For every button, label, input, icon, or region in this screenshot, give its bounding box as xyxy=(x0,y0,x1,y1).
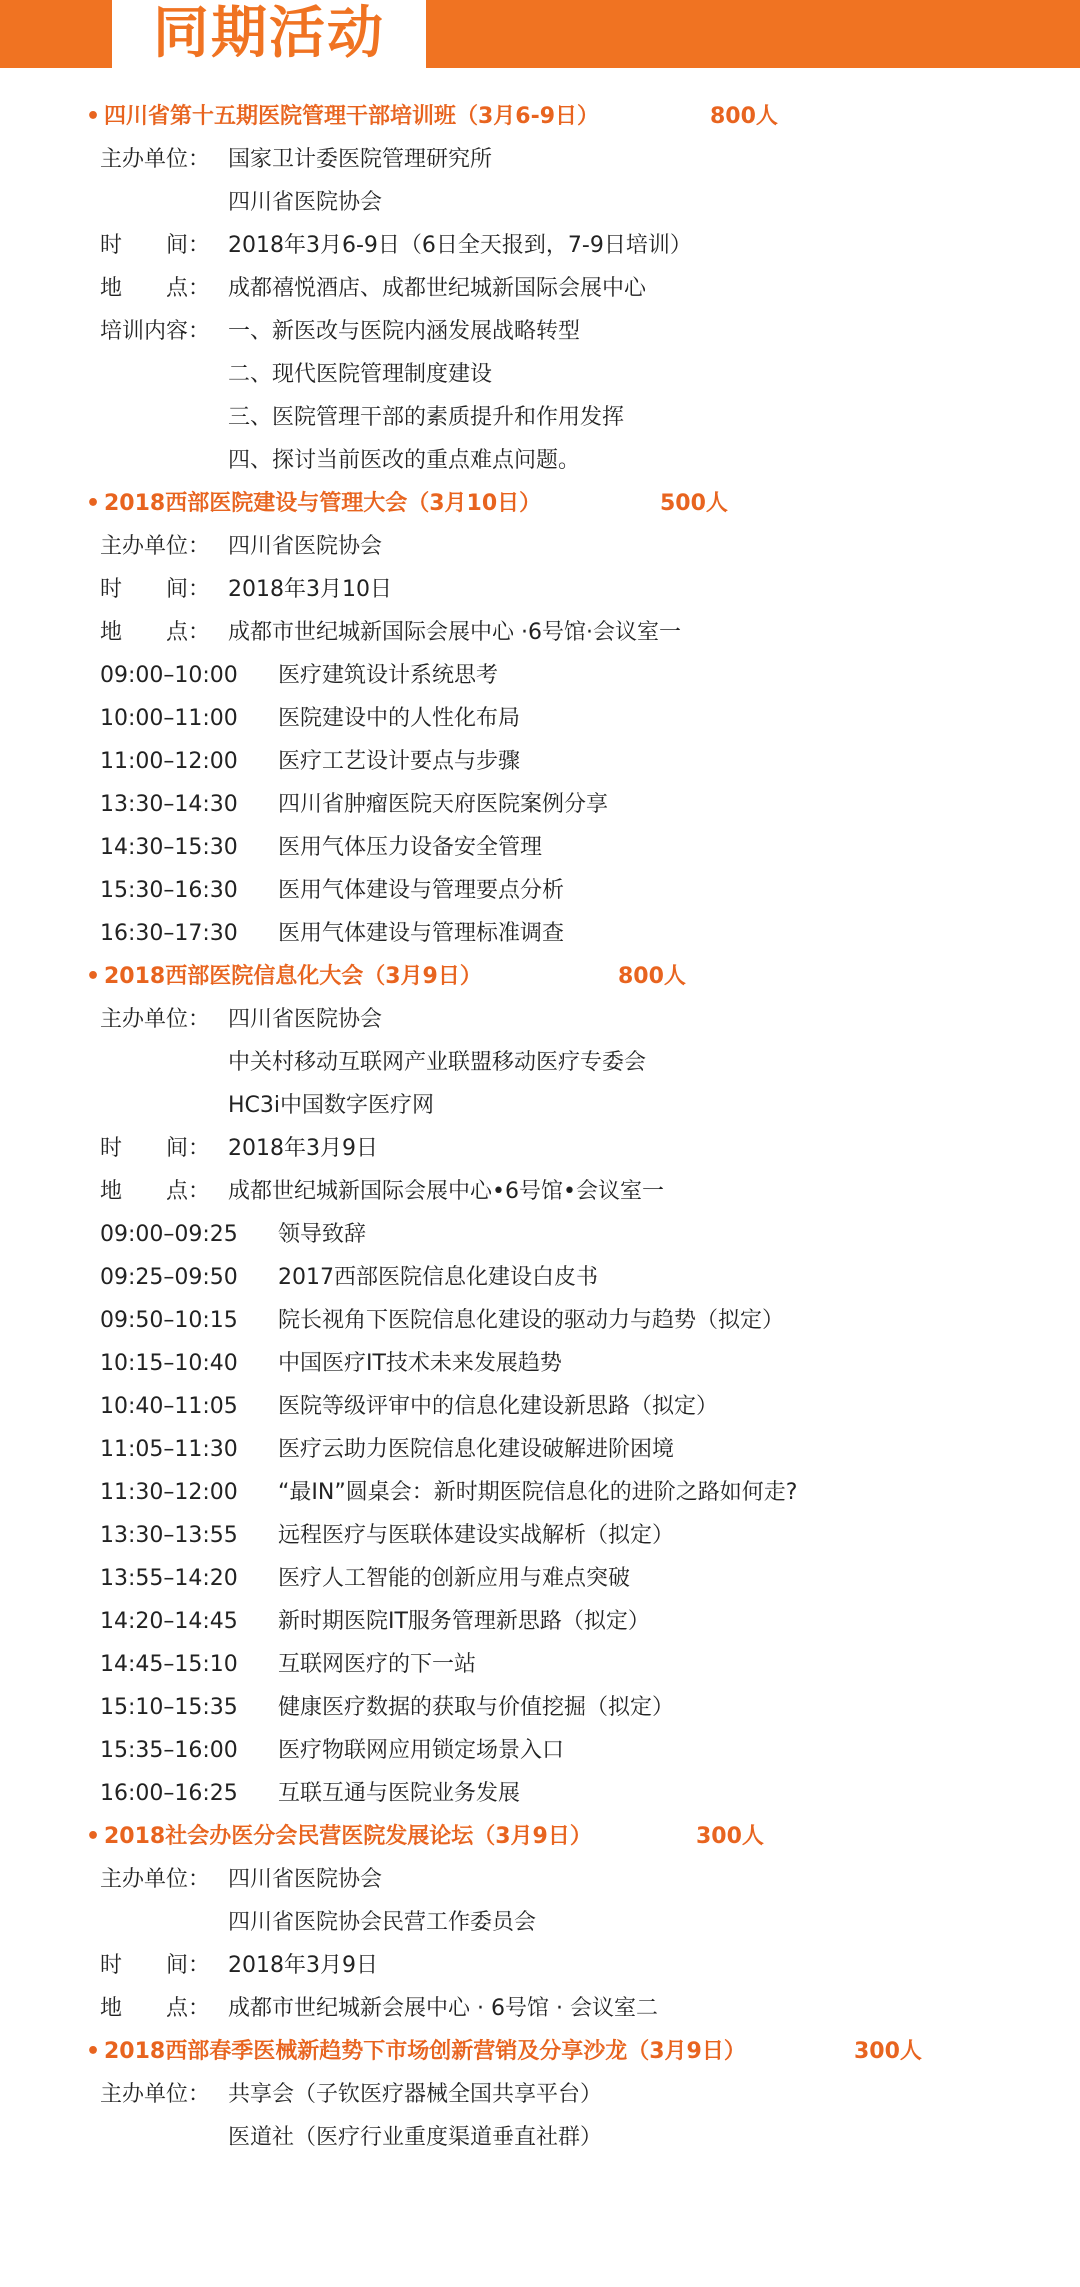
schedule-row xyxy=(0,826,1080,869)
schedule-time: 13:30–13:55 xyxy=(100,1523,238,1548)
info-row xyxy=(0,1944,1080,1987)
info-row xyxy=(0,138,1080,181)
schedule-time: 09:50–10:15 xyxy=(100,1308,238,1333)
info-row xyxy=(0,2116,1080,2159)
info-value: 三、医院管理干部的素质提升和作用发挥 xyxy=(228,405,625,430)
attendance-count: 300人 xyxy=(696,1824,764,1849)
info-row xyxy=(0,1084,1080,1127)
schedule-row xyxy=(0,1772,1080,1815)
schedule-time: 11:30–12:00 xyxy=(100,1480,238,1505)
schedule-time: 10:15–10:40 xyxy=(100,1351,238,1376)
schedule-row xyxy=(0,697,1080,740)
info-label: 地 点： xyxy=(100,276,211,301)
header-title-box xyxy=(112,0,426,68)
schedule-topic: 医院建设中的人性化布局 xyxy=(278,706,521,731)
section-heading xyxy=(0,95,1080,138)
schedule-topic: 医疗建筑设计系统思考 xyxy=(278,663,499,688)
bullet-dot-icon: • xyxy=(86,1824,101,1849)
info-row xyxy=(0,998,1080,1041)
header-banner xyxy=(0,0,1080,68)
info-label: 培训内容： xyxy=(100,319,211,344)
schedule-time: 11:05–11:30 xyxy=(100,1437,238,1462)
info-row xyxy=(0,1170,1080,1213)
schedule-time: 13:55–14:20 xyxy=(100,1566,238,1591)
schedule-time: 10:40–11:05 xyxy=(100,1394,238,1419)
schedule-time: 09:00–10:00 xyxy=(100,663,238,688)
info-value: 中关村移动互联网产业联盟移动医疗专委会 xyxy=(228,1050,647,1075)
schedule-time: 15:10–15:35 xyxy=(100,1695,238,1720)
info-row xyxy=(0,267,1080,310)
schedule-row xyxy=(0,1299,1080,1342)
info-value: HC3i中国数字医疗网 xyxy=(228,1093,435,1118)
bullet-dot-icon: • xyxy=(86,491,101,516)
section-title: 2018社会办医分会民营医院发展论坛（3月9日） xyxy=(104,1824,592,1849)
attendance-count: 800人 xyxy=(618,964,686,989)
info-label: 地 点： xyxy=(100,620,211,645)
info-value: 成都市世纪城新会展中心 · 6号馆 · 会议室二 xyxy=(228,1996,658,2021)
schedule-row xyxy=(0,869,1080,912)
schedule-row xyxy=(0,1600,1080,1643)
activity-section xyxy=(0,482,1080,955)
schedule-topic: 医疗人工智能的创新应用与难点突破 xyxy=(278,1566,631,1591)
schedule-row xyxy=(0,1213,1080,1256)
schedule-row xyxy=(0,1428,1080,1471)
schedule-time: 16:00–16:25 xyxy=(100,1781,238,1806)
schedule-row xyxy=(0,1686,1080,1729)
schedule-row xyxy=(0,1342,1080,1385)
schedule-row xyxy=(0,1471,1080,1514)
section-title: 四川省第十五期医院管理干部培训班（3月6-9日） xyxy=(104,104,600,129)
section-heading xyxy=(0,482,1080,525)
schedule-time: 14:30–15:30 xyxy=(100,835,238,860)
schedule-row xyxy=(0,1729,1080,1772)
info-row xyxy=(0,181,1080,224)
activity-list xyxy=(0,95,1080,2159)
info-label: 主办单位： xyxy=(100,2082,211,2107)
section-title: 2018西部医院信息化大会（3月9日） xyxy=(104,964,482,989)
info-label: 时 间： xyxy=(100,1136,211,1161)
schedule-time: 15:35–16:00 xyxy=(100,1738,238,1763)
info-value: 成都禧悦酒店、成都世纪城新国际会展中心 xyxy=(228,276,647,301)
info-value: 四川省医院协会 xyxy=(228,534,383,559)
schedule-topic: 互联网医疗的下一站 xyxy=(278,1652,477,1677)
section-heading xyxy=(0,1815,1080,1858)
info-value: 一、新医改与医院内涵发展战略转型 xyxy=(228,319,581,344)
schedule-time: 15:30–16:30 xyxy=(100,878,238,903)
schedule-topic: 领导致辞 xyxy=(278,1222,367,1247)
schedule-row xyxy=(0,912,1080,955)
info-row xyxy=(0,568,1080,611)
info-value: 成都市世纪城新国际会展中心 ·6号馆·会议室一 xyxy=(228,620,681,645)
schedule-time: 16:30–17:30 xyxy=(100,921,238,946)
info-row xyxy=(0,224,1080,267)
info-label: 地 点： xyxy=(100,1179,211,1204)
section-heading xyxy=(0,2030,1080,2073)
info-label: 主办单位： xyxy=(100,534,211,559)
activity-section xyxy=(0,1815,1080,2030)
schedule-topic: 中国医疗IT技术未来发展趋势 xyxy=(278,1351,562,1376)
schedule-time: 13:30–14:30 xyxy=(100,792,238,817)
schedule-row xyxy=(0,1385,1080,1428)
schedule-row xyxy=(0,1256,1080,1299)
info-value: 二、现代医院管理制度建设 xyxy=(228,362,493,387)
schedule-row xyxy=(0,1643,1080,1686)
schedule-time: 09:00–09:25 xyxy=(100,1222,238,1247)
schedule-row xyxy=(0,1557,1080,1600)
schedule-topic: “最IN”圆桌会：新时期医院信息化的进阶之路如何走? xyxy=(278,1480,798,1505)
attendance-count: 300人 xyxy=(854,2039,922,2064)
info-value: 四川省医院协会 xyxy=(228,1867,383,1892)
attendance-count: 500人 xyxy=(660,491,728,516)
info-value: 2018年3月6-9日（6日全天报到，7-9日培训） xyxy=(228,233,692,258)
info-value: 2018年3月10日 xyxy=(228,577,392,602)
schedule-topic: 互联互通与医院业务发展 xyxy=(278,1781,521,1806)
schedule-topic: 四川省肿瘤医院天府医院案例分享 xyxy=(278,792,609,817)
schedule-topic: 医疗云助力医院信息化建设破解进阶困境 xyxy=(278,1437,675,1462)
schedule-time: 14:45–15:10 xyxy=(100,1652,238,1677)
schedule-topic: 医用气体建设与管理标准调查 xyxy=(278,921,565,946)
info-row xyxy=(0,1041,1080,1084)
info-label: 地 点： xyxy=(100,1996,211,2021)
page-title: 同期活动 xyxy=(153,1,385,66)
info-row xyxy=(0,1127,1080,1170)
schedule-row xyxy=(0,654,1080,697)
bullet-dot-icon: • xyxy=(86,2039,101,2064)
info-value: 四川省医院协会民营工作委员会 xyxy=(228,1910,537,1935)
info-row xyxy=(0,439,1080,482)
info-label: 主办单位： xyxy=(100,1867,211,1892)
info-label: 主办单位： xyxy=(100,1007,211,1032)
schedule-topic: 2017西部医院信息化建设白皮书 xyxy=(278,1265,598,1290)
info-value: 国家卫计委医院管理研究所 xyxy=(228,147,493,172)
info-row xyxy=(0,310,1080,353)
schedule-topic: 医院等级评审中的信息化建设新思路（拟定） xyxy=(278,1394,719,1419)
schedule-row xyxy=(0,740,1080,783)
schedule-topic: 医用气体压力设备安全管理 xyxy=(278,835,543,860)
bullet-dot-icon: • xyxy=(86,104,101,129)
info-value: 四川省医院协会 xyxy=(228,1007,383,1032)
schedule-row xyxy=(0,1514,1080,1557)
info-value: 共享会（子钦医疗器械全国共享平台） xyxy=(228,2082,603,2107)
info-value: 四川省医院协会 xyxy=(228,190,383,215)
info-row xyxy=(0,1858,1080,1901)
activity-section xyxy=(0,95,1080,482)
info-value: 医道社（医疗行业重度渠道垂直社群） xyxy=(228,2125,603,2150)
schedule-topic: 院长视角下医院信息化建设的驱动力与趋势（拟定） xyxy=(278,1308,785,1333)
schedule-topic: 新时期医院IT服务管理新思路（拟定） xyxy=(278,1609,650,1634)
section-heading xyxy=(0,955,1080,998)
info-label: 时 间： xyxy=(100,233,211,258)
schedule-topic: 医疗物联网应用锁定场景入口 xyxy=(278,1738,565,1763)
info-row xyxy=(0,353,1080,396)
info-row xyxy=(0,396,1080,439)
schedule-time: 14:20–14:45 xyxy=(100,1609,238,1634)
info-value: 2018年3月9日 xyxy=(228,1953,378,1978)
schedule-time: 11:00–12:00 xyxy=(100,749,238,774)
info-value: 2018年3月9日 xyxy=(228,1136,378,1161)
bullet-dot-icon: • xyxy=(86,964,101,989)
schedule-topic: 健康医疗数据的获取与价值挖掘（拟定） xyxy=(278,1695,675,1720)
info-row xyxy=(0,525,1080,568)
info-row xyxy=(0,611,1080,654)
info-row xyxy=(0,2073,1080,2116)
schedule-time: 09:25–09:50 xyxy=(100,1265,238,1290)
schedule-topic: 医用气体建设与管理要点分析 xyxy=(278,878,565,903)
activity-section xyxy=(0,955,1080,1815)
info-label: 主办单位： xyxy=(100,147,211,172)
schedule-row xyxy=(0,783,1080,826)
schedule-topic: 远程医疗与医联体建设实战解析（拟定） xyxy=(278,1523,675,1548)
info-value: 四、探讨当前医改的重点难点问题。 xyxy=(228,448,581,473)
info-label: 时 间： xyxy=(100,577,211,602)
section-title: 2018西部春季医械新趋势下市场创新营销及分享沙龙（3月9日） xyxy=(104,2039,746,2064)
attendance-count: 800人 xyxy=(710,104,778,129)
schedule-time: 10:00–11:00 xyxy=(100,706,238,731)
info-row xyxy=(0,1987,1080,2030)
info-value: 成都世纪城新国际会展中心•6号馆•会议室一 xyxy=(228,1179,664,1204)
activity-section xyxy=(0,2030,1080,2159)
info-row xyxy=(0,1901,1080,1944)
section-title: 2018西部医院建设与管理大会（3月10日） xyxy=(104,491,542,516)
schedule-topic: 医疗工艺设计要点与步骤 xyxy=(278,749,521,774)
info-label: 时 间： xyxy=(100,1953,211,1978)
